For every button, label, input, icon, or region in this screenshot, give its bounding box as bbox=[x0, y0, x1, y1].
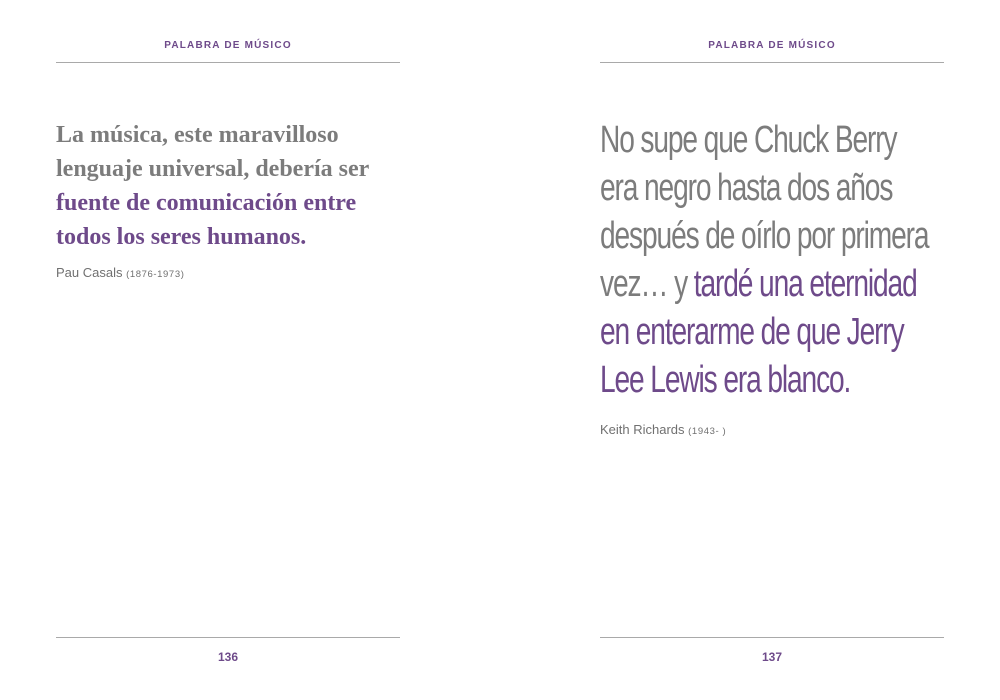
quote-line bbox=[600, 260, 917, 308]
author-name: Keith Richards bbox=[600, 422, 685, 437]
author-name: Pau Casals bbox=[56, 265, 123, 280]
author-years: (1943- ) bbox=[688, 426, 727, 437]
page-number: 136 bbox=[217, 650, 239, 664]
footer-rule bbox=[600, 637, 944, 638]
quote-normal-text: vez… y bbox=[600, 263, 694, 305]
quote-author bbox=[600, 422, 726, 437]
quote-line: Lee Lewis era blanco. bbox=[600, 359, 851, 401]
quote-line: después de oírlo por primera bbox=[600, 215, 929, 257]
quote-line: en enterarme de que Jerry bbox=[600, 311, 904, 353]
header-rule bbox=[56, 62, 400, 63]
quote-line: No supe que Chuck Berry bbox=[600, 119, 897, 161]
quote-highlight-text: fuente de comunicación entre todos los seres humanos. bbox=[56, 190, 357, 250]
running-head: PALABRA DE MÚSICO bbox=[708, 40, 836, 51]
quote-highlight-text: tardé una eternidad bbox=[693, 263, 917, 305]
header-rule bbox=[600, 62, 944, 63]
quote-author bbox=[56, 265, 184, 280]
quote-line: era negro hasta dos años bbox=[600, 167, 893, 209]
quote-text bbox=[600, 116, 950, 404]
author-years: (1876-1973) bbox=[126, 269, 185, 280]
right-page bbox=[600, 0, 944, 700]
quote-normal-text: La música, este maravilloso lenguaje universal, debería ser bbox=[56, 122, 369, 182]
left-page bbox=[56, 0, 400, 700]
running-head: PALABRA DE MÚSICO bbox=[164, 40, 292, 51]
page-number: 137 bbox=[761, 650, 783, 664]
quote-text bbox=[56, 118, 416, 254]
footer-rule bbox=[56, 637, 400, 638]
